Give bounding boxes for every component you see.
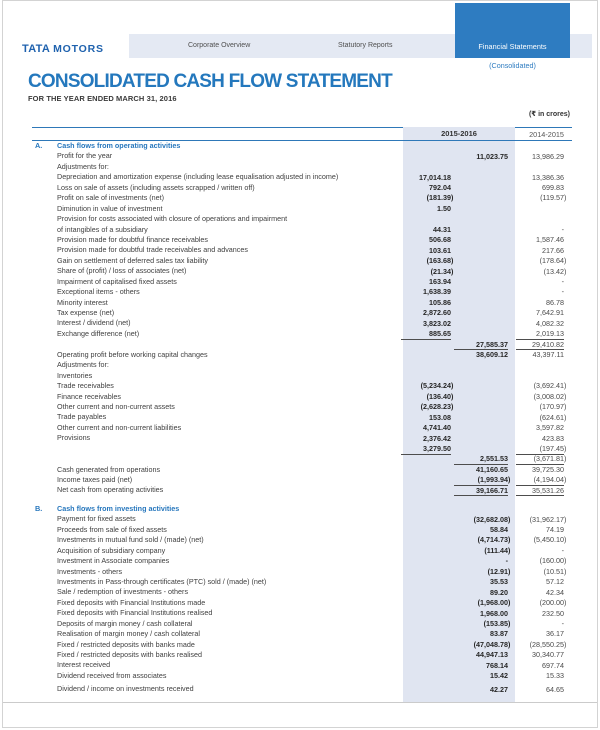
value-2014: 13,386.36 xyxy=(532,172,564,182)
value-2014: 39,725.30 xyxy=(532,464,564,474)
table-row xyxy=(0,245,600,255)
table-row xyxy=(0,329,600,339)
value-2014: (28,550.25) xyxy=(529,639,567,649)
value-2015-total: (1,968.00) xyxy=(477,598,511,608)
unit-note: (₹ in crores) xyxy=(528,111,570,118)
row-label: Tax expense (net) xyxy=(57,308,115,317)
table-row xyxy=(0,256,600,266)
row-label: Adjustments for: xyxy=(57,360,109,370)
row-label: Interest / dividend (net) xyxy=(57,318,131,328)
value-2014: 36.17 xyxy=(546,629,564,639)
value-2014: 74.19 xyxy=(546,525,564,535)
value-2015-detail: 105.86 xyxy=(429,297,451,307)
tab-label: Financial Statements xyxy=(478,42,547,51)
row-label: Dividend / income on investments received xyxy=(57,684,194,694)
value-2015-detail: 3,279.50 xyxy=(401,444,451,455)
table-row xyxy=(0,629,600,639)
table-row xyxy=(0,525,600,535)
table-row xyxy=(0,360,600,370)
row-label: Inventories xyxy=(57,370,93,380)
value-2015-detail: 1.50 xyxy=(437,203,451,213)
page-subtitle: FOR THE YEAR ENDED MARCH 31, 2016 xyxy=(28,93,177,103)
row-label: Net cash from operating activities xyxy=(57,485,164,495)
table-row xyxy=(0,371,600,381)
value-2015-total: 89.20 xyxy=(490,587,508,597)
value-2014: (119.57) xyxy=(540,193,567,203)
table-row xyxy=(0,162,600,172)
value-2014: (200.00) xyxy=(539,598,567,608)
row-label: Profit on sale of investments (net) xyxy=(57,193,165,203)
value-2014: (13.42) xyxy=(543,266,567,276)
value-2015-total: 11,023.75 xyxy=(476,151,508,161)
value-2015-detail: (2,628.23) xyxy=(420,402,454,412)
value-2015-total: 39,166.71 xyxy=(454,486,508,497)
page-bottom-rule xyxy=(3,702,597,703)
value-2014: 42.34 xyxy=(546,587,564,597)
row-label: Depreciation and amortization expense (including lease equalisation adjusted in income) xyxy=(57,172,339,182)
value-2014: 35,531.26 xyxy=(516,486,564,497)
row-label: Finance receivables xyxy=(57,391,121,401)
value-2015-total: (4,714.73) xyxy=(477,535,511,545)
value-2014: 43,397.11 xyxy=(532,350,564,360)
value-2015-total: (47,048.78) xyxy=(473,639,511,649)
value-2015-total: 42.27 xyxy=(490,684,508,694)
table-row xyxy=(0,193,600,203)
value-2014: 4,082.32 xyxy=(536,318,564,328)
row-label: Income taxes paid (net) xyxy=(57,475,133,484)
value-2015-total: 768.14 xyxy=(486,660,508,670)
row-label: Cash generated from operations xyxy=(57,464,161,474)
value-2014: (5,450.10) xyxy=(533,535,567,545)
value-2015-total: (32,682.08) xyxy=(473,514,511,524)
table-row xyxy=(0,535,600,545)
value-2015-total: 41,160.65 xyxy=(476,464,508,474)
row-label: Share of (profit) / loss of associates (net) xyxy=(57,266,187,276)
table-row xyxy=(0,577,600,587)
row-label: Adjustments for: xyxy=(57,161,109,171)
value-2014: - xyxy=(561,545,564,555)
value-2015-total: 83.87 xyxy=(490,629,508,639)
table-row xyxy=(0,598,600,608)
value-2015-detail: (163.68) xyxy=(426,256,454,266)
row-label: Minority interest xyxy=(57,297,108,307)
table-row xyxy=(0,204,600,214)
row-label: Other current and non-current assets xyxy=(57,401,175,411)
logo-secondary: MOTORS xyxy=(53,43,104,55)
row-label: Investments in mutual fund sold / (made) (net) xyxy=(57,535,204,545)
value-2014: (3,692.41) xyxy=(533,381,567,391)
value-2015-detail: (5,234.24) xyxy=(420,381,454,391)
table-row xyxy=(0,444,600,454)
table-row xyxy=(0,183,600,193)
value-2015-total: (153.85) xyxy=(483,618,511,628)
value-2014: - xyxy=(561,276,564,286)
row-label: Acquisition of subsidiary company xyxy=(57,545,166,555)
value-2014: (160.00) xyxy=(539,556,567,566)
value-2015-detail: 4,741.40 xyxy=(423,423,451,433)
row-label: Fixed deposits with Financial Institutions realised xyxy=(57,608,213,618)
table-row xyxy=(0,423,600,433)
table-row xyxy=(0,308,600,318)
value-2014: 30,340.77 xyxy=(532,650,564,660)
value-2014: - xyxy=(561,618,564,628)
value-2014: (3,008.02) xyxy=(533,391,567,401)
table-row xyxy=(0,402,600,412)
table-row xyxy=(0,485,600,495)
table-row xyxy=(0,475,600,485)
value-2015-total: 38,609.12 xyxy=(476,350,508,360)
table-row xyxy=(0,392,600,402)
table-row xyxy=(0,608,600,618)
table-row xyxy=(0,514,600,524)
table-row xyxy=(0,650,600,660)
value-2014: 86.78 xyxy=(546,297,564,307)
value-2014: (10.51) xyxy=(543,566,567,576)
value-2014: (197.45) xyxy=(516,444,564,455)
tata-motors-logo xyxy=(22,39,104,57)
value-2015-total: 58.84 xyxy=(490,525,508,535)
value-2015-detail: (181.39) xyxy=(426,193,454,203)
value-2014: 217.66 xyxy=(542,245,564,255)
table-row xyxy=(0,172,600,182)
table-row xyxy=(0,225,600,235)
table-row xyxy=(0,412,600,422)
table-row xyxy=(0,381,600,391)
value-2015-detail: (136.40) xyxy=(426,391,454,401)
value-2014: 7,642.91 xyxy=(536,308,564,318)
row-label: Investments - others xyxy=(57,566,123,576)
row-label: Exchange difference (net) xyxy=(57,328,140,338)
table-row xyxy=(0,235,600,245)
row-label: Fixed deposits with Financial Institutions made xyxy=(57,597,206,607)
table-row xyxy=(0,266,600,276)
value-2015-detail: 3,823.02 xyxy=(423,318,451,328)
value-2015-total: 2,551.53 xyxy=(454,454,508,465)
row-label: Exceptional items - others xyxy=(57,287,140,297)
row-label: Loss on sale of assets (including assets scrapped / written off) xyxy=(57,182,255,192)
value-2014: (170.97) xyxy=(539,402,567,412)
value-2015-total: (12.91) xyxy=(487,566,511,576)
value-2014: 29,410.82 xyxy=(516,340,564,351)
row-label: Fixed / restricted deposits with banks realised xyxy=(57,650,203,659)
logo-primary: TATA xyxy=(22,43,51,55)
row-label: Payment for fixed assets xyxy=(57,514,136,524)
section-row xyxy=(0,504,600,514)
row-label: Trade receivables xyxy=(57,381,114,391)
value-2015-detail: 885.65 xyxy=(401,329,451,340)
row-label: Fixed / restricted deposits with banks made xyxy=(57,639,195,649)
row-label: Cash flows from operating activities xyxy=(57,141,181,150)
table-row xyxy=(0,587,600,597)
value-2015-total: - xyxy=(505,556,508,566)
nav-item-corporate-overview[interactable]: Corporate Overview xyxy=(188,42,251,49)
row-label: Interest received xyxy=(57,660,111,670)
row-label: Cash flows from investing activities xyxy=(57,503,180,513)
row-label: Dividend received from associates xyxy=(57,670,167,680)
row-label: of intangibles of a subsidiary xyxy=(57,224,148,234)
row-label: Diminution in value of investment xyxy=(57,203,163,213)
value-2015-total: (1,993.94) xyxy=(454,475,508,486)
row-label: Trade payables xyxy=(57,412,107,422)
table-row xyxy=(0,277,600,287)
value-2014: 15.33 xyxy=(546,671,564,681)
table-row xyxy=(0,350,600,360)
value-2014: - xyxy=(561,287,564,297)
value-2014: 13,986.29 xyxy=(532,151,564,161)
section-row xyxy=(0,141,600,151)
value-2015-detail: 163.94 xyxy=(429,276,451,286)
value-2015-total: 35.53 xyxy=(490,577,508,587)
row-label: Investments in Pass-through certificates (PTC) sold / (made) (net) xyxy=(57,576,267,586)
table-row xyxy=(0,318,600,328)
table-row xyxy=(0,660,600,670)
table-row xyxy=(0,684,600,694)
page-title: CONSOLIDATED CASH FLOW STATEMENT xyxy=(28,71,392,92)
table-row xyxy=(0,619,600,629)
value-2015-total: (111.44) xyxy=(484,545,511,555)
row-label: Investment in Associate companies xyxy=(57,556,170,566)
value-2014: (4,194.04) xyxy=(516,475,564,486)
table-row xyxy=(0,433,600,443)
value-2015-detail: 1,638.39 xyxy=(423,287,451,297)
value-2015-detail: 2,872.60 xyxy=(423,308,451,318)
value-2014: (178.64) xyxy=(539,256,567,266)
section-letter: B. xyxy=(35,503,43,513)
table-row xyxy=(0,151,600,161)
table-row xyxy=(0,339,600,349)
row-label: Provision made for doubtful finance receivables xyxy=(57,234,209,244)
value-2014: 232.50 xyxy=(542,608,564,618)
row-label: Sale / redemption of investments - others xyxy=(57,587,189,597)
value-2015-total: 27,585.37 xyxy=(454,340,508,351)
col-header-2014-2015: 2014-2015 xyxy=(529,129,564,139)
value-2015-detail: 17,014.18 xyxy=(419,172,451,182)
table-row xyxy=(0,298,600,308)
value-2014: (624.61) xyxy=(539,412,567,422)
value-2015-total: 1,968.00 xyxy=(480,608,508,618)
table-row xyxy=(0,214,600,224)
table-row xyxy=(0,671,600,681)
value-2014: 1,587.46 xyxy=(536,235,564,245)
value-2014: - xyxy=(561,224,564,234)
value-2014: (3,671.81) xyxy=(516,454,564,465)
value-2015-detail: 103.61 xyxy=(429,245,451,255)
row-label: Impairment of capitalised fixed assets xyxy=(57,276,177,286)
value-2015-detail: 44.31 xyxy=(433,224,451,234)
table-row xyxy=(0,556,600,566)
row-label: Provision for costs associated with closure of operations and impairment xyxy=(57,214,288,224)
value-2014: 699.83 xyxy=(542,183,564,193)
table-row xyxy=(0,454,600,464)
row-label: Gain on settlement of deferred sales tax liability xyxy=(57,255,209,265)
row-label: Provision made for doubtful trade receivables and advances xyxy=(57,245,248,255)
row-label: Other current and non-current liabilities xyxy=(57,422,182,432)
consolidated-note: (Consolidated) xyxy=(489,61,536,70)
row-label: Profit for the year xyxy=(57,151,113,161)
row-label: Proceeds from sale of fixed assets xyxy=(57,524,167,534)
col-header-2015-2016: 2015-2016 xyxy=(441,129,477,138)
row-label: Deposits of margin money / cash collateral xyxy=(57,618,193,628)
value-2014: 3,597.82 xyxy=(536,423,564,433)
table-row xyxy=(0,640,600,650)
value-2015-detail: 506.68 xyxy=(429,235,451,245)
row-label: Operating profit before working capital changes xyxy=(57,349,208,359)
nav-item-statutory-reports[interactable]: Statutory Reports xyxy=(338,42,393,49)
table-row xyxy=(0,567,600,577)
row-label: Provisions xyxy=(57,433,91,443)
table-rows xyxy=(0,141,600,695)
value-2014: 697.74 xyxy=(542,660,564,670)
value-2014: 423.83 xyxy=(542,433,564,443)
value-2015-detail: 2,376.42 xyxy=(423,433,451,443)
value-2015-detail: (21.34) xyxy=(430,266,454,276)
value-2014: (31,962.17) xyxy=(529,514,567,524)
value-2015-detail: 792.04 xyxy=(429,183,451,193)
value-2014: 2,019.13 xyxy=(516,329,564,340)
table-row xyxy=(0,465,600,475)
value-2015-total: 15.42 xyxy=(490,671,508,681)
value-2015-detail: 153.08 xyxy=(429,412,451,422)
value-2014: 64.65 xyxy=(546,684,564,694)
table-row xyxy=(0,287,600,297)
table-row xyxy=(0,546,600,556)
value-2015-total: 44,947.13 xyxy=(476,650,508,660)
value-2014: 57.12 xyxy=(546,577,564,587)
row-label: Realisation of margin money / cash collateral xyxy=(57,629,201,639)
tab-financial-statements[interactable] xyxy=(455,3,570,58)
section-letter: A. xyxy=(35,141,43,150)
